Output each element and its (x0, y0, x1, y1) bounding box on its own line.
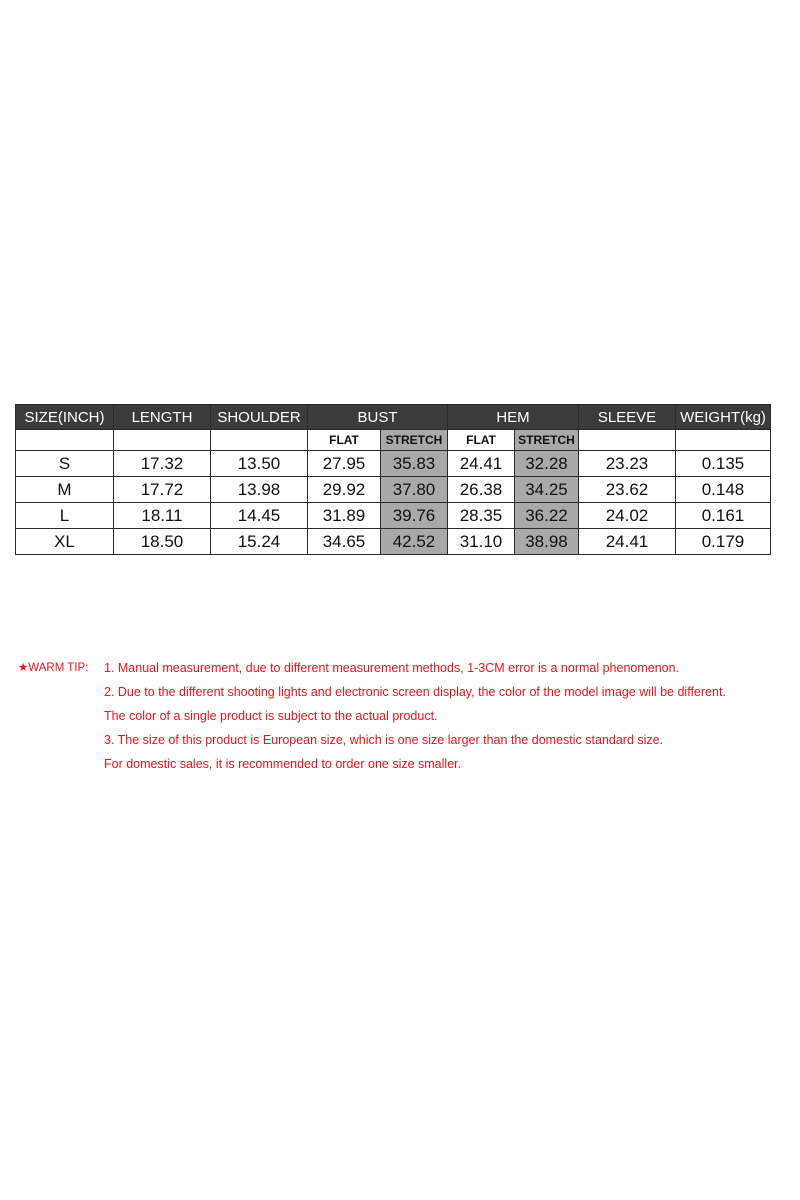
cell-weight: 0.179 (676, 529, 771, 555)
cell-bust-flat: 27.95 (308, 451, 381, 477)
cell-hem-stretch: 32.28 (515, 451, 579, 477)
header-size: SIZE(INCH) (16, 405, 114, 430)
warm-tip-lines (104, 656, 726, 776)
cell-bust-flat: 29.92 (308, 477, 381, 503)
cell-weight: 0.161 (676, 503, 771, 529)
cell-bust-stretch: 35.83 (381, 451, 448, 477)
cell-size: M (16, 477, 114, 503)
cell-shoulder: 13.50 (211, 451, 308, 477)
subheader-hem-stretch: STRETCH (515, 430, 579, 451)
cell-size: L (16, 503, 114, 529)
cell-size: XL (16, 529, 114, 555)
header-bust: BUST (308, 405, 448, 430)
table-row (16, 477, 771, 503)
cell-sleeve: 24.02 (579, 503, 676, 529)
header-hem: HEM (448, 405, 579, 430)
subheader-empty (676, 430, 771, 451)
cell-bust-flat: 34.65 (308, 529, 381, 555)
subheader-empty (211, 430, 308, 451)
size-chart-table (15, 404, 771, 555)
table-row (16, 529, 771, 555)
tip-line: 1. Manual measurement, due to different measurement methods, 1-3CM error is a normal phenomenon. (104, 661, 680, 675)
cell-bust-stretch: 39.76 (381, 503, 448, 529)
cell-hem-stretch: 34.25 (515, 477, 579, 503)
table-row (16, 451, 771, 477)
cell-hem-flat: 24.41 (448, 451, 515, 477)
cell-bust-stretch: 37.80 (381, 477, 448, 503)
subheader-bust-stretch: STRETCH (381, 430, 448, 451)
warm-tip-label: ★WARM TIP: (18, 662, 89, 674)
cell-hem-stretch: 36.22 (515, 503, 579, 529)
subheader-empty (114, 430, 211, 451)
subheader-row (16, 430, 771, 451)
cell-shoulder: 14.45 (211, 503, 308, 529)
cell-length: 17.32 (114, 451, 211, 477)
subheader-empty (579, 430, 676, 451)
cell-shoulder: 15.24 (211, 529, 308, 555)
header-row (16, 405, 771, 430)
cell-weight: 0.148 (676, 477, 771, 503)
tip-line: 3. The size of this product is European size, which is one size larger than the domestic standard size. (104, 733, 664, 747)
cell-hem-flat: 28.35 (448, 503, 515, 529)
header-sleeve: SLEEVE (579, 405, 676, 430)
cell-size: S (16, 451, 114, 477)
subheader-empty (16, 430, 114, 451)
cell-length: 18.50 (114, 529, 211, 555)
tip-line: The color of a single product is subject to the actual product. (104, 709, 438, 723)
cell-bust-flat: 31.89 (308, 503, 381, 529)
tip-line: 2. Due to the different shooting lights and electronic screen display, the color of the model image will be different. (104, 685, 726, 699)
tip-line: For domestic sales, it is recommended to order one size smaller. (104, 757, 462, 771)
cell-weight: 0.135 (676, 451, 771, 477)
cell-sleeve: 23.62 (579, 477, 676, 503)
cell-hem-flat: 31.10 (448, 529, 515, 555)
subheader-hem-flat: FLAT (448, 430, 515, 451)
cell-sleeve: 24.41 (579, 529, 676, 555)
cell-hem-flat: 26.38 (448, 477, 515, 503)
cell-hem-stretch: 38.98 (515, 529, 579, 555)
cell-length: 18.11 (114, 503, 211, 529)
header-shoulder: SHOULDER (211, 405, 308, 430)
cell-length: 17.72 (114, 477, 211, 503)
cell-bust-stretch: 42.52 (381, 529, 448, 555)
subheader-bust-flat: FLAT (308, 430, 381, 451)
header-length: LENGTH (114, 405, 211, 430)
cell-sleeve: 23.23 (579, 451, 676, 477)
table-row (16, 503, 771, 529)
header-weight: WEIGHT(kg) (676, 405, 771, 430)
cell-shoulder: 13.98 (211, 477, 308, 503)
